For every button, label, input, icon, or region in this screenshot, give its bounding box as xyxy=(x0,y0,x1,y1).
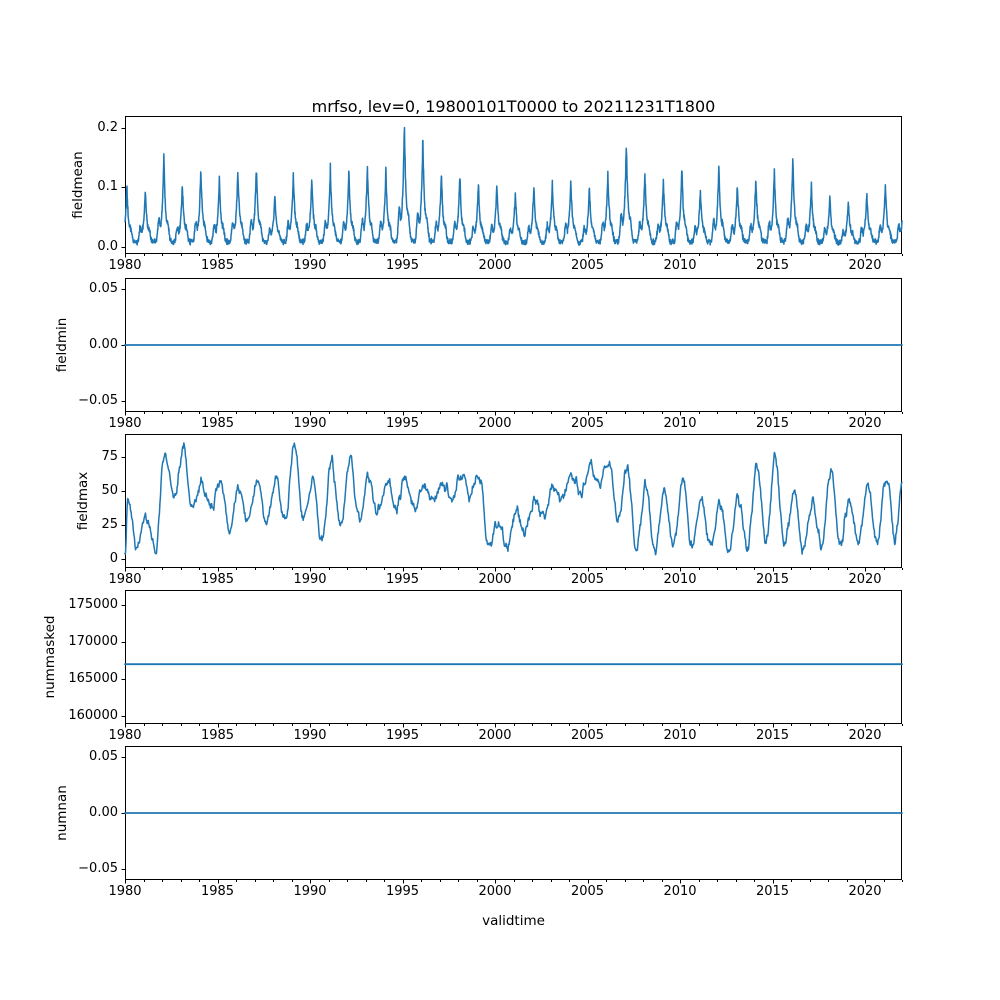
xtick-label-fieldmax: 2005 xyxy=(570,572,605,587)
xtick-label-fieldmin: 2005 xyxy=(570,416,605,431)
xtick-label-fieldmax: 2010 xyxy=(663,572,697,587)
ytick-label-fieldmax: 50 xyxy=(101,483,118,499)
xtick-label-fieldmean: 1985 xyxy=(200,258,235,273)
xtick-label-fieldmean: 1980 xyxy=(108,258,142,273)
xtick-label-nummasked: 2015 xyxy=(755,728,790,743)
xtick-label-fieldmin: 1995 xyxy=(385,416,420,431)
xtick-label-fieldmax: 2020 xyxy=(848,572,882,587)
chart-title: mrfso, lev=0, 19800101T0000 to 20211231T1800 xyxy=(311,97,716,116)
x-axis-label: validtime xyxy=(482,913,545,929)
xtick-label-nummasked: 1985 xyxy=(200,728,235,743)
xtick-label-numnan: 2000 xyxy=(478,884,512,899)
xtick-label-numnan: 1985 xyxy=(200,884,235,899)
ytick-label-nummasked: 160000 xyxy=(68,707,118,723)
ylabel-fieldmin: fieldmin xyxy=(54,317,70,373)
xtick-label-fieldmean: 2005 xyxy=(570,258,605,273)
ytick-label-fieldmin: 0.00 xyxy=(89,337,118,352)
xtick-label-fieldmax: 2015 xyxy=(755,572,790,587)
xtick-label-fieldmax: 1985 xyxy=(200,572,235,587)
xtick-label-fieldmax: 1980 xyxy=(108,572,142,587)
xtick-label-fieldmax: 1995 xyxy=(385,572,420,587)
plot-area-fieldmax xyxy=(125,434,902,568)
ytick-label-numnan: 0.00 xyxy=(89,805,118,820)
ytick-label-fieldmax: 25 xyxy=(101,517,118,533)
ytick-label-fieldmin: −0.05 xyxy=(78,392,118,408)
plot-area-fieldmin xyxy=(125,278,902,412)
xtick-label-fieldmin: 2015 xyxy=(755,416,790,431)
xtick-label-nummasked: 1980 xyxy=(108,728,142,743)
xtick-label-fieldmax: 2000 xyxy=(478,572,512,587)
xtick-label-nummasked: 2020 xyxy=(848,728,882,743)
xtick-label-numnan: 2005 xyxy=(570,884,605,899)
xtick-label-numnan: 2015 xyxy=(755,884,790,899)
ytick-label-fieldmean: 0.0 xyxy=(97,238,118,254)
xtick-label-numnan: 1990 xyxy=(293,884,327,899)
xtick-label-fieldmean: 2020 xyxy=(848,258,882,273)
ylabel-fieldmax: fieldmax xyxy=(75,471,91,531)
ylabel-nummasked: nummasked xyxy=(42,615,58,699)
ytick-label-nummasked: 165000 xyxy=(68,670,118,686)
xtick-label-numnan: 2020 xyxy=(848,884,882,899)
xtick-label-nummasked: 1990 xyxy=(293,728,327,743)
ytick-label-fieldmax: 0 xyxy=(109,551,118,567)
xtick-label-nummasked: 2000 xyxy=(478,728,512,743)
xtick-label-fieldmin: 1985 xyxy=(200,416,235,431)
plot-area-nummasked xyxy=(125,590,902,724)
ylabel-numnan: numnan xyxy=(54,785,70,841)
xtick-label-fieldmin: 2000 xyxy=(478,416,512,431)
xtick-label-fieldmin: 2020 xyxy=(848,416,882,431)
plot-area-fieldmean xyxy=(125,116,902,254)
xtick-label-nummasked: 2010 xyxy=(663,728,697,743)
xtick-label-nummasked: 1995 xyxy=(385,728,420,743)
xtick-label-fieldmean: 1995 xyxy=(385,258,420,273)
xtick-label-nummasked: 2005 xyxy=(570,728,605,743)
xtick-label-fieldmin: 1980 xyxy=(108,416,142,431)
xtick-label-fieldmean: 2000 xyxy=(478,258,512,273)
ytick-label-numnan: −0.05 xyxy=(78,860,118,876)
ytick-label-numnan: 0.05 xyxy=(89,749,118,765)
plot-area-numnan xyxy=(125,746,902,880)
ytick-label-fieldmean: 0.1 xyxy=(97,179,118,195)
ytick-label-nummasked: 170000 xyxy=(68,634,118,650)
ylabel-fieldmean: fieldmean xyxy=(70,151,86,219)
xtick-label-fieldmax: 1990 xyxy=(293,572,327,587)
xtick-label-fieldmean: 2010 xyxy=(663,258,697,273)
ytick-label-fieldmean: 0.2 xyxy=(97,119,118,135)
xtick-label-fieldmean: 2015 xyxy=(755,258,790,273)
xtick-label-numnan: 1980 xyxy=(108,884,142,899)
ytick-label-fieldmin: 0.05 xyxy=(89,281,118,297)
xtick-label-fieldmean: 1990 xyxy=(293,258,327,273)
xtick-label-numnan: 1995 xyxy=(385,884,420,899)
xtick-label-numnan: 2010 xyxy=(663,884,697,899)
xtick-label-fieldmin: 2010 xyxy=(663,416,697,431)
xtick-label-fieldmin: 1990 xyxy=(293,416,327,431)
ytick-label-nummasked: 175000 xyxy=(68,597,118,613)
ytick-label-fieldmax: 75 xyxy=(101,449,118,465)
